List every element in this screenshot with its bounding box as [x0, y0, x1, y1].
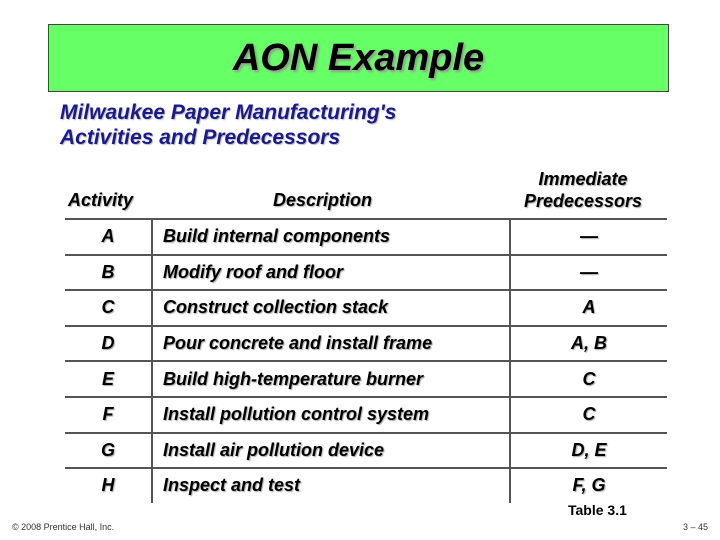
table-row — [65, 468, 667, 503]
cell-description: Construct collection stack — [152, 290, 510, 326]
cell-predecessors: C — [510, 361, 667, 397]
page-number: 3 – 45 — [682, 522, 708, 532]
cell-predecessors: D, E — [510, 433, 667, 469]
table-row — [65, 290, 667, 326]
header-predecessors-line-1: Immediate — [538, 169, 628, 189]
title-banner — [48, 24, 669, 92]
table-row — [65, 433, 667, 469]
cell-description: Modify roof and floor — [152, 255, 510, 291]
cell-predecessors: F, G — [572, 475, 606, 496]
header-predecessors-line-2: Predecessors — [523, 190, 643, 211]
cell-description: Build internal components — [152, 219, 510, 255]
cell-activity: B — [65, 255, 152, 291]
header-description: Description — [273, 190, 373, 210]
cell-predecessors: A — [510, 290, 667, 326]
table-row — [65, 219, 667, 255]
header-activity: Activity — [68, 190, 134, 210]
cell-description: Install pollution control system — [152, 397, 510, 433]
cell-activity: G — [65, 433, 152, 469]
table-row — [65, 397, 667, 433]
cell-description: Pour concrete and install frame — [152, 326, 510, 362]
table-row — [65, 255, 667, 291]
cell-activity: A — [65, 219, 152, 255]
cell-activity: H — [65, 468, 152, 503]
table-row — [65, 326, 667, 362]
header-predecessors — [500, 169, 666, 212]
activities-table — [65, 218, 667, 503]
cell-activity: F — [65, 397, 152, 433]
cell-predecessors: C — [510, 397, 667, 433]
table-row — [65, 361, 667, 397]
copyright-notice: © 2008 Prentice Hall, Inc. — [12, 522, 115, 532]
cell-predecessors: — — [510, 255, 667, 291]
subtitle-line-1: Milwaukee Paper Manufacturing's — [60, 101, 397, 124]
slide-subtitle — [60, 100, 396, 150]
cell-description: Build high-temperature burner — [152, 361, 510, 397]
cell-activity: D — [65, 326, 152, 362]
slide-title: AON Example — [232, 36, 485, 79]
cell-description: Install air pollution device — [152, 433, 510, 469]
cell-activity: C — [65, 290, 152, 326]
cell-predecessors: A, B — [510, 326, 667, 362]
cell-activity: E — [65, 361, 152, 397]
table-caption: Table 3.1 — [568, 502, 627, 518]
cell-description: Inspect and test — [152, 468, 510, 503]
subtitle-line-2: Activities and Predecessors — [60, 126, 341, 150]
cell-predecessors: — — [510, 219, 667, 255]
